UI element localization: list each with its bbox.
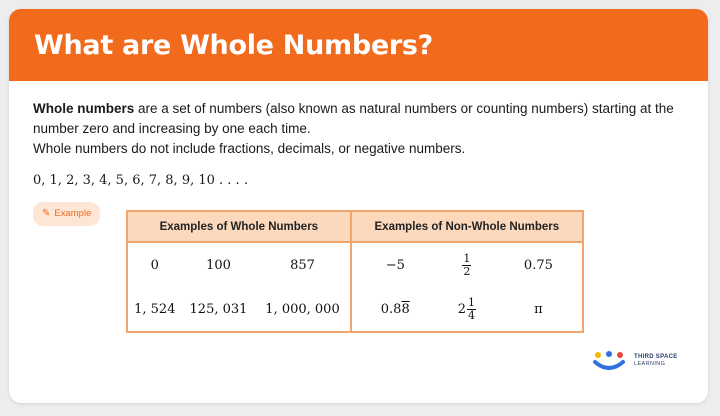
definition-note: Whole numbers do not include fractions, decimals, or negative numbers. — [33, 141, 466, 156]
brand-logo — [592, 350, 678, 372]
brand-line2: LEARNING — [634, 361, 666, 367]
table-cell: −5 — [351, 242, 439, 287]
examples-table — [126, 210, 584, 333]
title-banner — [9, 9, 708, 81]
table-row — [127, 242, 583, 287]
table-cell: 1, 524 — [134, 301, 176, 317]
table-header-row — [127, 211, 583, 242]
example-chip — [33, 202, 100, 226]
table-cell: π — [534, 301, 543, 317]
table-cell — [439, 287, 495, 332]
table-cell — [439, 242, 495, 287]
fraction-one-quarter — [467, 297, 476, 322]
fraction-numerator: 1 — [463, 251, 471, 265]
table-cell: 857 — [290, 257, 315, 273]
table-cell: 0 — [150, 257, 159, 273]
number-sequence: 0, 1, 2, 3, 4, 5, 6, 7, 8, 9, 10 . . . . — [33, 173, 248, 188]
slide-card — [9, 9, 708, 403]
recurring-decimal-int: 0.8 — [380, 301, 402, 317]
example-chip-label: Example — [54, 208, 92, 219]
recurring-digit: 8 — [401, 301, 410, 317]
page-title: What are Whole Numbers? — [34, 29, 434, 61]
table-cell — [351, 287, 439, 332]
table-cell: 1, 000, 000 — [265, 301, 340, 317]
brand-line1: THIRD SPACE — [634, 354, 678, 360]
mixed-whole: 2 — [457, 301, 466, 317]
definition-term: Whole numbers — [33, 101, 135, 116]
mixed-number — [458, 297, 476, 322]
third-space-logo-icon — [592, 350, 626, 372]
fraction-denominator: 4 — [467, 308, 475, 322]
definition-rest: are a set of numbers (also known as natural numbers or counting numbers) starting at the number zero and increasing by one each time. — [33, 101, 674, 136]
table-cell: 125, 031 — [189, 301, 248, 317]
definition-text — [33, 99, 686, 139]
fraction-denominator: 2 — [463, 264, 471, 278]
table-cell: 0.75 — [523, 257, 553, 273]
table-cell: 100 — [206, 257, 231, 273]
table-row — [127, 287, 583, 332]
non-whole-numbers-header: Examples of Non-Whole Numbers — [351, 211, 583, 242]
fraction-numerator: 1 — [467, 295, 475, 309]
pencil-icon: ✎ — [42, 208, 51, 219]
fraction-one-half — [462, 253, 471, 278]
whole-numbers-header: Examples of Whole Numbers — [127, 211, 351, 242]
definition-block — [9, 81, 708, 226]
